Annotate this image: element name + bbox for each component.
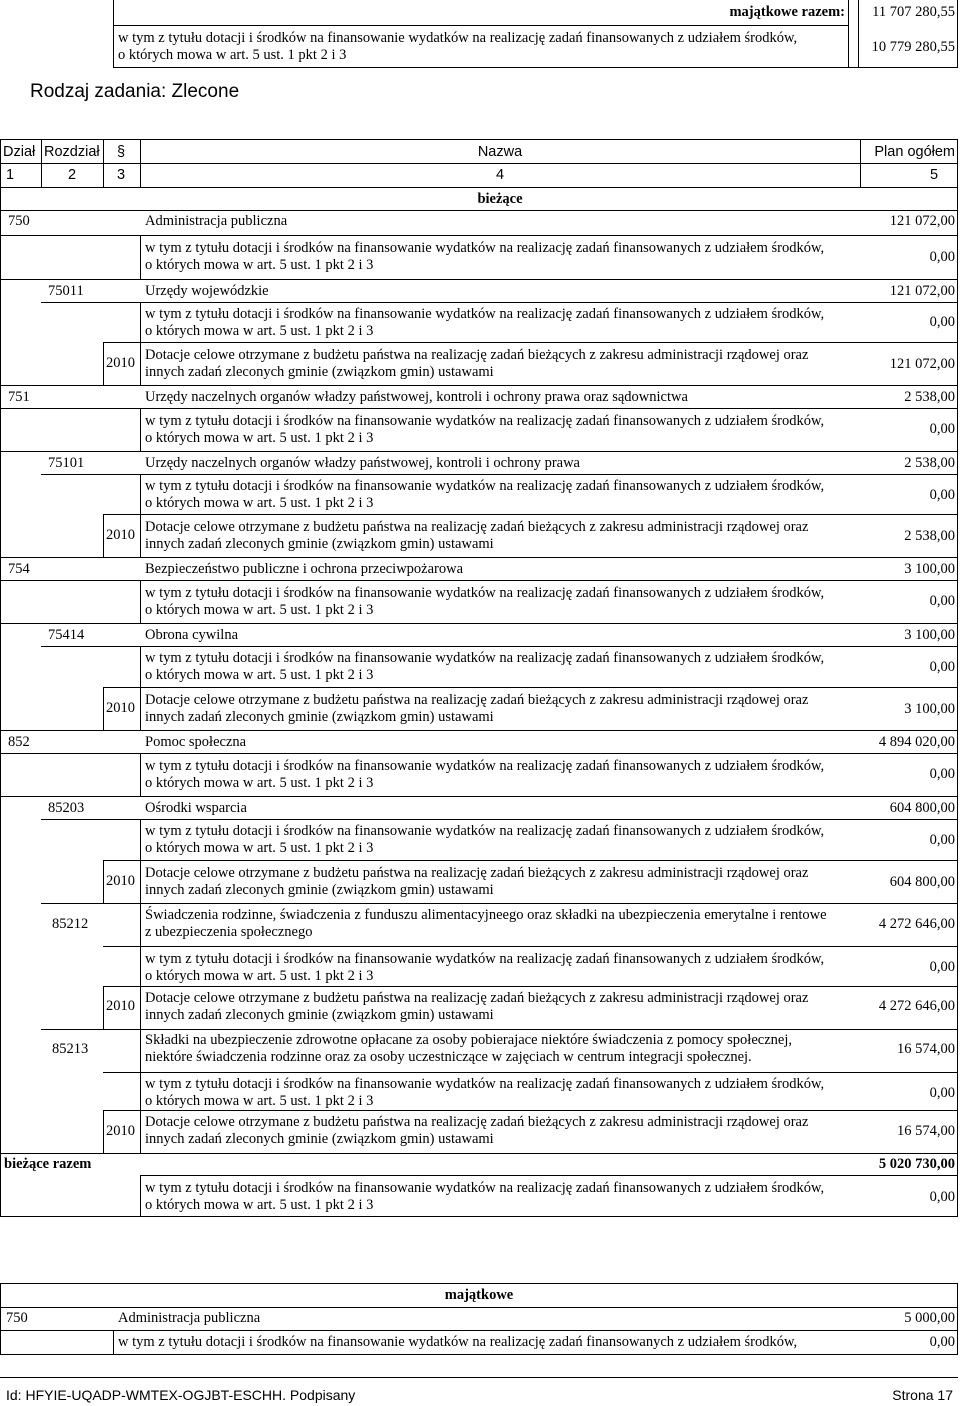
paragraf-name-line2: innych zadań zleconych gminie (związkom gmin) ustawami	[145, 536, 494, 552]
subsidy-value: 0,00	[929, 314, 955, 330]
majatkowe-razem-label: majątkowe razem:	[729, 4, 845, 20]
col-dzial: Dział	[3, 144, 36, 160]
biezace-razem-label: bieżące razem	[4, 1156, 92, 1172]
subsidy-line1: w tym z tytułu dotacji i środków na finansowanie wydatków na realizację zadań finansowanych z udziałem środków,	[145, 951, 825, 967]
paragraf-name-line1: Dotacje celowe otrzymane z budżetu państwa na realizację zadań bieżących z zakresu administracji rządowej oraz	[145, 990, 809, 1006]
footer-rule	[0, 1377, 958, 1378]
subsidy-line1: w tym z tytułu dotacji i środków na finansowanie wydatków na realizację zadań finansowanych z udziałem środków,	[145, 1180, 825, 1196]
col-num-4: 4	[495, 167, 505, 183]
subsidy-value: 0,00	[929, 1334, 955, 1350]
paragraf-value: 4 272 646,00	[878, 998, 955, 1014]
subsidy-line1: w tym z tytułu dotacji i środków na finansowanie wydatków na realizację zadań finansowanych z udziałem środków,	[145, 413, 825, 429]
paragraf-code: 2010	[106, 1123, 135, 1139]
col-plan: Plan ogółem	[874, 144, 955, 160]
dzial-name: Pomoc społeczna	[145, 734, 247, 750]
subsidy-line2: o których mowa w art. 5 ust. 1 pkt 2 i 3	[145, 667, 374, 683]
subsidy-line2: o których mowa w art. 5 ust. 1 pkt 2 i 3	[145, 1197, 374, 1213]
subsidy-value: 10 779 280,55	[871, 39, 955, 55]
rozdzial-code: 75414	[48, 627, 85, 643]
paragraf-code: 2010	[106, 700, 135, 716]
biezace-razem-value: 5 020 730,00	[878, 1156, 955, 1172]
subsidy-line1: w tym z tytułu dotacji i środków na finansowanie wydatków na realizację zadań finansowanych z udziałem środków,	[145, 823, 825, 839]
subsidy-line2: o których mowa w art. 5 ust. 1 pkt 2 i 3	[145, 430, 374, 446]
col-paragraf: §	[117, 144, 126, 160]
rozdzial-code: 85212	[52, 916, 89, 932]
rozdzial-name: Obrona cywilna	[145, 627, 239, 643]
paragraf-name-line1: Dotacje celowe otrzymane z budżetu państwa na realizację zadań bieżących z zakresu administracji rządowej oraz	[145, 347, 809, 363]
subsidy-line1: w tym z tytułu dotacji i środków na finansowanie wydatków na realizację zadań finansowanych z udziałem środków,	[118, 1334, 798, 1350]
dzial-code: 754	[8, 561, 30, 577]
subsidy-line2: o których mowa w art. 5 ust. 1 pkt 2 i 3	[145, 1093, 374, 1109]
dzial-value: 3 100,00	[904, 561, 955, 577]
footer-id: Id: HFYIE-UQADP-WMTEX-OGJBT-ESCHH. Podpisany	[6, 1387, 356, 1403]
subsidy-value: 0,00	[929, 487, 955, 503]
col-nazwa: Nazwa	[477, 144, 523, 160]
paragraf-code: 2010	[106, 355, 135, 371]
subsidy-value: 0,00	[929, 832, 955, 848]
rozdzial-value: 121 072,00	[889, 283, 955, 299]
paragraf-value: 3 100,00	[904, 701, 955, 717]
dzial-code: 750	[8, 213, 30, 229]
subsidy-line1: w tym z tytułu dotacji i środków na finansowanie wydatków na realizację zadań finansowanych z udziałem środków,	[145, 650, 825, 666]
rozdzial-name: Urzędy wojewódzkie	[145, 283, 269, 299]
rozdzial-name-line1: Świadczenia rodzinne, świadczenia z funduszu alimentacyjneego oraz składki na ubezpieczenia emerytalne i rentowe	[145, 907, 827, 923]
rozdzial-value: 4 272 646,00	[878, 916, 955, 932]
rozdzial-name-line1: Składki na ubezpieczenie zdrowotne opłacane za osoby pobierajace niektóre świadczenia z pomocy społecznej,	[145, 1032, 792, 1048]
rozdzial-name: Ośrodki wsparcia	[145, 800, 247, 816]
footer-page: Strona 17	[892, 1387, 953, 1403]
dzial-name: Urzędy naczelnych organów władzy państwowej, kontroli i ochrony prawa oraz sądownictwa	[145, 389, 688, 405]
dzial-code: 750	[6, 1310, 28, 1326]
dzial-name: Administracja publiczna	[118, 1310, 261, 1326]
heading-biezace: bieżące	[477, 191, 523, 207]
subsidy-line2: o których mowa w art. 5 ust. 1 pkt 2 i 3	[145, 968, 374, 984]
paragraf-name-line1: Dotacje celowe otrzymane z budżetu państwa na realizację zadań bieżących z zakresu administracji rządowej oraz	[145, 692, 809, 708]
dzial-code: 852	[8, 734, 30, 750]
rozdzial-name-line2: niektóre świadczenia rodzinne oraz za osoby uczestniczące w zajęciach w centrum integracji społecznej.	[145, 1049, 752, 1065]
col-num-1: 1	[6, 167, 15, 183]
heading-majatkowe: majątkowe	[444, 1287, 514, 1303]
subsidy-value: 0,00	[929, 766, 955, 782]
subsidy-value: 0,00	[929, 1085, 955, 1101]
paragraf-name-line2: innych zadań zleconych gminie (związkom gmin) ustawami	[145, 364, 494, 380]
subsidy-value: 0,00	[929, 959, 955, 975]
col-num-3: 3	[117, 167, 126, 183]
majatkowe-razem-value: 11 707 280,55	[872, 4, 955, 20]
dzial-value: 4 894 020,00	[878, 734, 955, 750]
subsidy-line2: o których mowa w art. 5 ust. 1 pkt 2 i 3	[145, 840, 374, 856]
col-rozdzial: Rozdział	[44, 144, 100, 160]
paragraf-code: 2010	[106, 527, 135, 543]
dzial-name: Administracja publiczna	[145, 213, 288, 229]
subsidy-value: 0,00	[929, 1189, 955, 1205]
paragraf-name-line2: innych zadań zleconych gminie (związkom gmin) ustawami	[145, 882, 494, 898]
paragraf-name-line2: innych zadań zleconych gminie (związkom gmin) ustawami	[145, 1007, 494, 1023]
subsidy-line1: w tym z tytułu dotacji i środków na finansowanie wydatków na realizację zadań finansowanych z udziałem środków,	[145, 585, 825, 601]
dzial-value: 121 072,00	[889, 213, 955, 229]
subsidy-line1: w tym z tytułu dotacji i środków na finansowanie wydatków na realizację zadań finansowanych z udziałem środków,	[145, 478, 825, 494]
rozdzial-value: 16 574,00	[897, 1041, 955, 1057]
paragraf-name-line1: Dotacje celowe otrzymane z budżetu państwa na realizację zadań bieżących z zakresu administracji rządowej oraz	[145, 1114, 809, 1130]
rozdzial-value: 2 538,00	[904, 455, 955, 471]
rozdzial-code: 75101	[48, 455, 85, 471]
dzial-name: Bezpieczeństwo publiczne i ochrona przeciwpożarowa	[145, 561, 464, 577]
paragraf-code: 2010	[106, 873, 135, 889]
dzial-value: 2 538,00	[904, 389, 955, 405]
subsidy-value: 0,00	[929, 659, 955, 675]
subsidy-line1: w tym z tytułu dotacji i środków na finansowanie wydatków na realizację zadań finansowanych z udziałem środków,	[145, 306, 825, 322]
subsidy-line1: w tym z tytułu dotacji i środków na finansowanie wydatków na realizację zadań finansowanych z udziałem środków,	[145, 1076, 825, 1092]
rozdzial-value: 3 100,00	[904, 627, 955, 643]
subsidy-line1: w tym z tytułu dotacji i środków na finansowanie wydatków na realizację zadań finansowanych z udziałem środków,	[145, 240, 825, 256]
paragraf-value: 16 574,00	[897, 1123, 955, 1139]
subsidy-line2: o których mowa w art. 5 ust. 1 pkt 2 i 3	[145, 323, 374, 339]
section-title: Rodzaj zadania: Zlecone	[30, 81, 240, 102]
rozdzial-value: 604 800,00	[889, 800, 955, 816]
col-num-5: 5	[930, 167, 939, 183]
paragraf-value: 604 800,00	[889, 874, 955, 890]
paragraf-name-line1: Dotacje celowe otrzymane z budżetu państwa na realizację zadań bieżących z zakresu administracji rządowej oraz	[145, 519, 809, 535]
rozdzial-code: 75011	[48, 283, 84, 299]
rozdzial-code: 85213	[52, 1041, 89, 1057]
paragraf-value: 121 072,00	[889, 356, 955, 372]
paragraf-value: 2 538,00	[904, 528, 955, 544]
rozdzial-name-line2: z ubezpieczenia społecznego	[145, 924, 313, 940]
rozdzial-name: Urzędy naczelnych organów władzy państwowej, kontroli i ochrony prawa	[145, 455, 580, 471]
paragraf-name-line2: innych zadań zleconych gminie (związkom gmin) ustawami	[145, 709, 494, 725]
dzial-code: 751	[8, 389, 30, 405]
subsidy-value: 0,00	[929, 421, 955, 437]
subsidy-line2: o których mowa w art. 5 ust. 1 pkt 2 i 3	[145, 602, 374, 618]
rozdzial-code: 85203	[48, 800, 85, 816]
subsidy-value: 0,00	[929, 249, 955, 265]
paragraf-code: 2010	[106, 998, 135, 1014]
subsidy-line2: o których mowa w art. 5 ust. 1 pkt 2 i 3	[145, 775, 374, 791]
subsidy-line1: w tym z tytułu dotacji i środków na finansowanie wydatków na realizację zadań finansowanych z udziałem środków,	[145, 758, 825, 774]
paragraf-name-line2: innych zadań zleconych gminie (związkom gmin) ustawami	[145, 1131, 494, 1147]
subsidy-line2: o których mowa w art. 5 ust. 1 pkt 2 i 3	[145, 495, 374, 511]
subsidy-text-line1: w tym z tytułu dotacji i środków na finansowanie wydatków na realizację zadań finansowanych z udziałem środków,	[118, 30, 798, 46]
subsidy-text-line2: o których mowa w art. 5 ust. 1 pkt 2 i 3	[118, 47, 347, 63]
dzial-value: 5 000,00	[904, 1310, 955, 1326]
subsidy-line2: o których mowa w art. 5 ust. 1 pkt 2 i 3	[145, 257, 374, 273]
col-num-2: 2	[67, 167, 77, 183]
paragraf-name-line1: Dotacje celowe otrzymane z budżetu państwa na realizację zadań bieżących z zakresu administracji rządowej oraz	[145, 865, 809, 881]
subsidy-value: 0,00	[929, 593, 955, 609]
